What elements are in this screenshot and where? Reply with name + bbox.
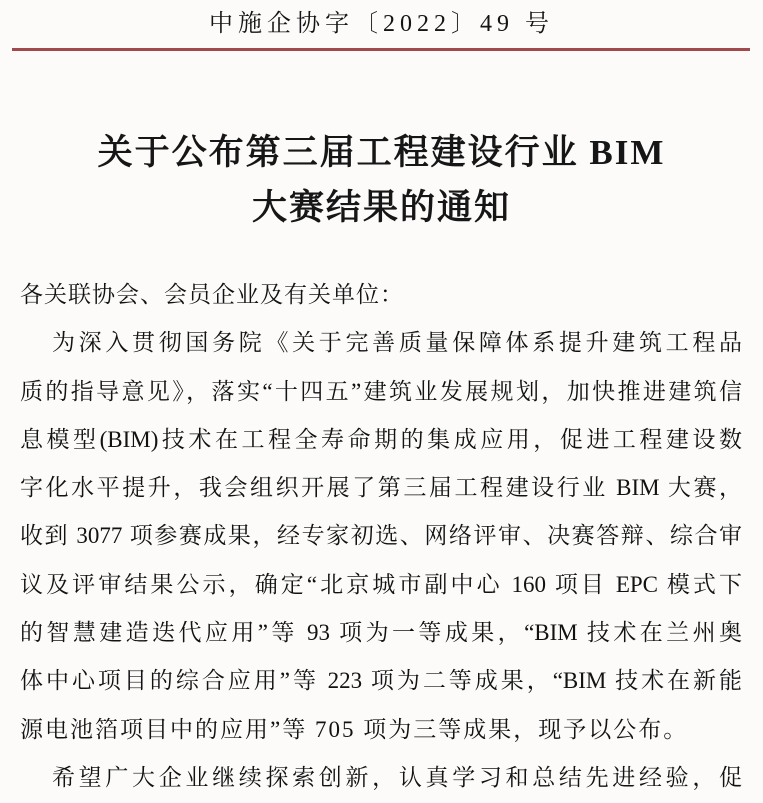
body-line: 字化水平提升，我会组织开展了第三届工程建设行业 BIM 大赛，: [20, 475, 742, 501]
document-body: [0, 271, 763, 802]
body-line: 为深入贯彻国务院《关于完善质量保障体系提升建筑工程品: [52, 330, 742, 356]
doc-number: 中施企协字〔2022〕49 号: [209, 11, 554, 37]
body-line: 希望广大企业继续探索创新，认真学习和总结先进经验，促: [52, 764, 742, 790]
paragraphs: [20, 319, 742, 802]
body-line: 质的指导意见》，落实“十四五”建筑业发展规划，加快推进建筑信: [20, 378, 742, 404]
body-line: 议及评审结果公示，确定“北京城市副中心 160 项目 EPC 模式下: [20, 571, 742, 597]
body-line: 收到 3077 项参赛成果，经专家初选、网络评审、决赛答辩、综合审: [20, 523, 742, 549]
salutation: 各关联协会、会员企业及有关单位：: [20, 282, 404, 307]
body-line: 息模型(BIM)技术在工程全寿命期的集成应用，促进工程建设数: [20, 426, 742, 452]
title-line-2: 大赛结果的通知: [251, 188, 511, 227]
document-title: [0, 125, 763, 235]
body-line: 的智慧建造迭代应用”等 93 项为一等成果，“BIM 技术在兰州奥: [20, 620, 742, 646]
body-line: 源电池箔项目中的应用”等 705 项为三等成果，现予以公布。: [20, 716, 689, 742]
title-line-1: 关于公布第三届工程建设行业 BIM: [97, 133, 666, 172]
red-divider-line: [12, 48, 750, 51]
body-line: 体中心项目的综合应用”等 223 项为二等成果，“BIM 技术在新能: [20, 668, 742, 694]
